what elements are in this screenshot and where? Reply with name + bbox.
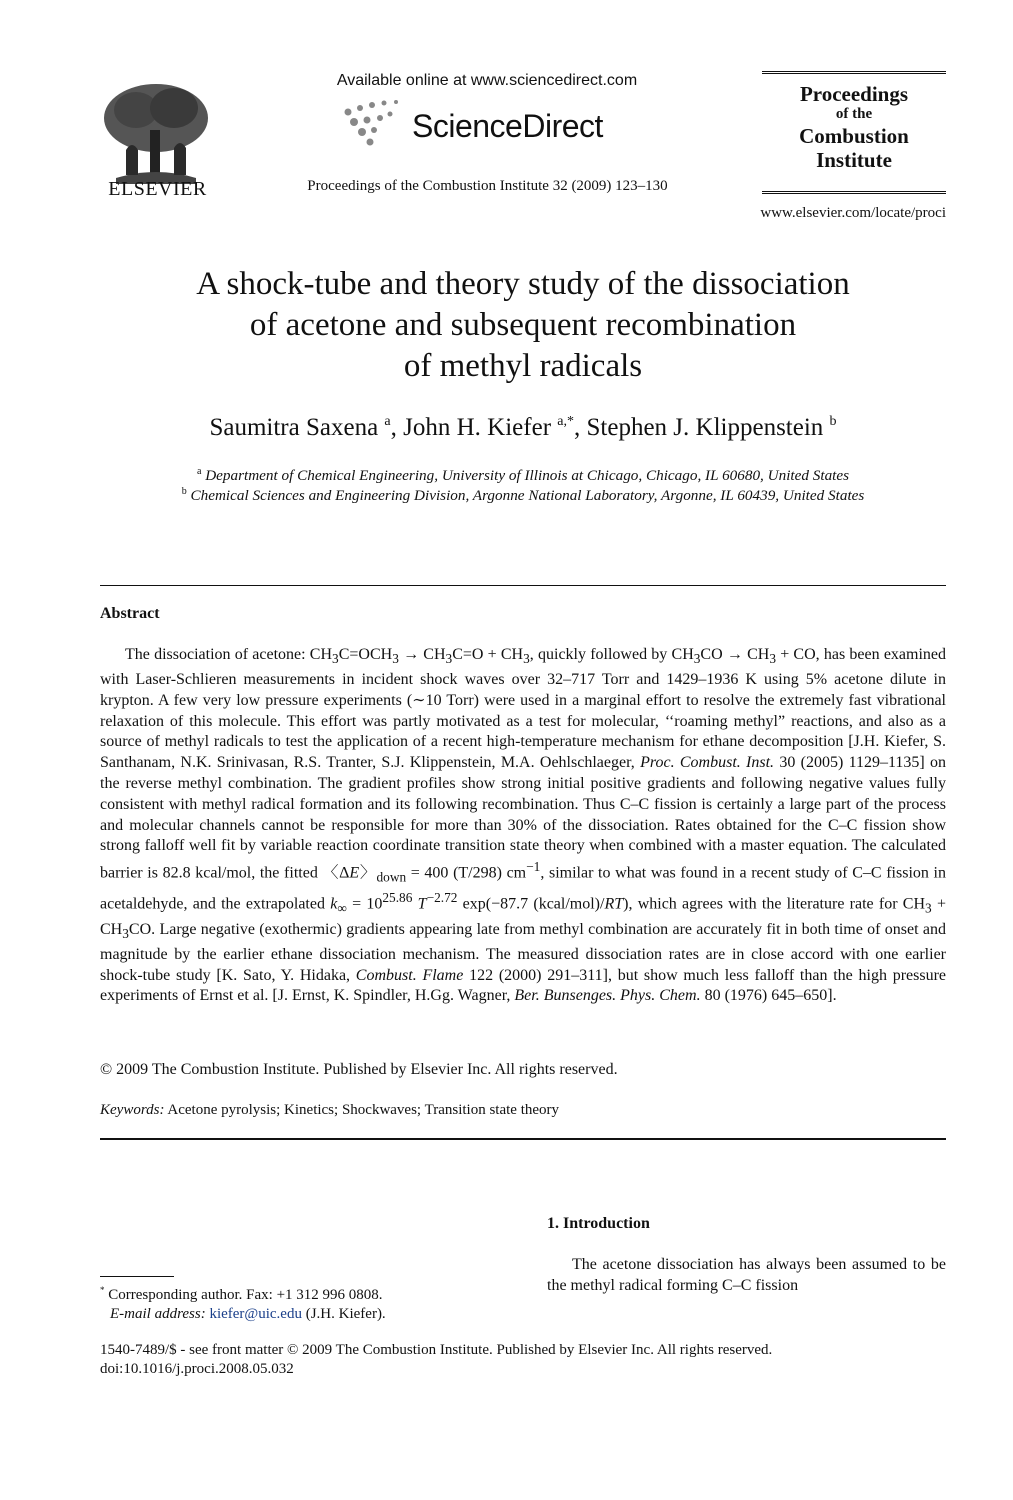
affiliation-text: Chemical Sciences and Engineering Division, Argonne National Laboratory, Argonne, IL 60439, United States [190,487,865,505]
corresponding-author-note [100,1281,500,1305]
journal-box-line: Institute [816,148,892,173]
author-affiliation-marker: a [384,414,391,429]
author-affiliation-marker: b [829,414,837,429]
title-line: of acetone and subsequent recombination [249,307,797,343]
abstract-heading: Abstract [100,605,160,622]
affiliation-marker: b [181,486,187,497]
article-title [100,264,946,387]
author-affiliation-marker: a,* [557,414,574,429]
front-matter-line: 1540-7489/$ - see front matter © 2009 The Combustion Institute. Published by Elsevier Inc. All rights reserved. [100,1342,773,1358]
email-line [100,1305,500,1324]
email-link[interactable]: kiefer@uic.edu [209,1306,302,1322]
affiliation-marker: a [196,466,202,477]
author-list: Saumitra Saxena $^a$, John H. Kiefer $^{a,*}$, Stephen J. Klippenstein $^b$ [209,414,837,441]
journal-title-box [762,71,946,194]
affiliation-text: Department of Chemical Engineering, University of Illinois at Chicago, Chicago, IL 60680, United States [205,467,850,485]
footnote-marker: * [100,1285,105,1295]
divider [100,585,946,586]
abstract-text: The dissociation of acetone: $CH_3C=OCH_3 \to CH_3C=O + CH_3$, quickly followed by $CH_3CO \to CH_3$ + CO, has been examined with Laser-Schlieren measurements in incident shock waves over 32–717 Torr and 1429–1936 K using 5% acetone dilute in krypton. A few very low pressure experiments (∼10 Torr) were used in a marginal effort to resolve the extremely fast vibrational relaxation of this molecule. This effort was partly motivated as a test for molecular, ‘‘roaming methyl” reactions, and also as a source of methyl radicals to test the application of a recent high-temperature mechanism for ethane decomposition [J.H. Kiefer, S. Santhanam, N.K. Srinivasan, R.S. Tranter, S.J. Klippenstein, M.A. Oehlschlaeger, Proc. Combust. Inst. 30 (2005) 1129–1135] on the reverse methyl combination. The gradient profiles show strong initial positive gradients and following negative values fully consistent with methyl radical formation and its following recombination. Thus C–C fission is certainly a large part of the process and molecular channels cannot be responsible for more than 30% of the dissociation. Rates obtained for the C–C fission show strong falloff well fit by variable reaction coordinate transition state theory when combined with a master equation. The calculated barrier is 82.8 kcal/mol, the fitted 〈ΔE〉$_{down}$ = 400 (T/298) $cm^{-1}$, similar to what was found in a recent study of C–C fission in acetaldehyde, and the extrapolated $k_\infty = 10^{25.86}$ $T^{-2.72}$ exp(−87.7 (kcal/mol)/RT), which agrees with the literature rate for $CH_3 + CH_3CO$. Large negative (exothermic) gradients appearing late from methyl combination are accurately fit in both time of onset and magnitude by the earlier ethane dissociation mechanism. The measured dissociation rates are in close accord with one earlier shock-tube study [K. Sato, Y. Hidaka, Combust. Flame 122 (2000) 291–311], but show much less falloff than the high pressure experiments of Ernst et al. [J. Ernst, K. Spindler, H.Gg. Wagner, Ber. Bunsenges. Phys. Chem. 80 (1976) 645–650]. [100,646,947,1005]
footnote [100,1281,500,1324]
email-owner: (J.H. Kiefer). [305,1306,386,1322]
introduction-text: The acetone dissociation has always been assumed to be the methyl radical forming C–C fission [547,1256,946,1294]
corresponding-text: Corresponding author. Fax: +1 312 996 0808. [108,1287,383,1303]
available-online: Available online at www.sciencedirect.com [336,72,638,89]
journal-box-line: Combustion [799,123,909,148]
sciencedirect-dots-icon [340,98,410,148]
section-heading: 1. Introduction [547,1215,650,1232]
doi[interactable]: doi:10.1016/j.proci.2008.05.032 [100,1361,294,1377]
copyright-notice: © 2009 The Combustion Institute. Published by Elsevier Inc. All rights reserved. [100,1061,618,1078]
affiliation [100,466,946,485]
divider [100,1138,946,1140]
keywords-label: Keywords: [100,1102,165,1118]
author-name: Saumitra Saxena [209,414,379,441]
author-name: Stephen J. Klippenstein [586,414,824,441]
email-label: E-mail address: [110,1306,206,1322]
journal-box-line: of the [835,106,873,123]
author-name: John H. Kiefer [403,414,552,441]
journal-citation: Proceedings of the Combustion Institute 32 (2009) 123–130 [307,178,668,194]
journal-url[interactable]: www.elsevier.com/locate/proci [760,205,946,221]
keywords [100,1102,559,1119]
publisher-name: ELSEVIER [108,178,207,200]
title-line: of methyl radicals [403,348,643,384]
keywords-text: Acetone pyrolysis; Kinetics; Shockwaves; Transition state theory [167,1102,560,1118]
title-line: A shock-tube and theory study of the dissociation [196,266,850,302]
affiliation [100,486,946,505]
footnote-divider [100,1276,174,1277]
sciencedirect-wordmark: ScienceDirect [412,108,603,144]
journal-box-line: Proceedings [799,82,909,106]
